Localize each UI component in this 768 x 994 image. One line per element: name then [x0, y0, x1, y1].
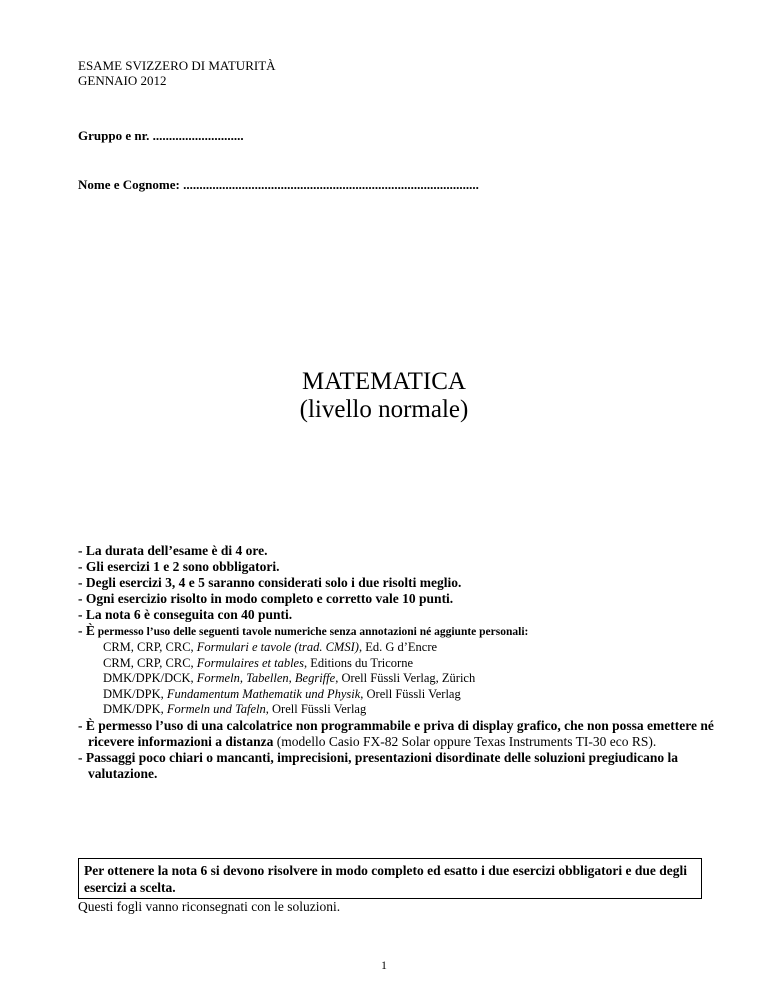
group-dots: ............................: [152, 128, 244, 143]
rule-presentation: - Passaggi poco chiari o mancanti, imprecisioni, presentazioni disordinate delle soluzioni pregiudicano la valutazione.: [78, 749, 679, 781]
table-item: CRM, CRP, CRC, Formulaires et tables, Editions du Tricorne: [103, 655, 414, 670]
exam-header-line2: GENNAIO 2012: [78, 73, 167, 88]
name-field: [78, 177, 479, 193]
subject-title: MATEMATICA: [302, 368, 466, 395]
name-label: Nome e Cognome:: [78, 177, 180, 192]
table-item: DMK/DPK/DCK, Formeln, Tabellen, Begriffe, Orell Füssli Verlag, Zürich: [103, 671, 476, 686]
name-dots: ...........................................................................................: [183, 177, 479, 192]
table-item: CRM, CRP, CRC, Formulari e tavole (trad. CMSI), Ed. G d’Encre: [103, 640, 438, 654]
rule-duration: - La durata dell’esame è di 4 ore.: [78, 543, 268, 558]
table-item: DMK/DPK, Fundamentum Mathematik und Physik, Orell Füssli Verlag: [103, 686, 461, 701]
rule-grade: - La nota 6 è conseguita con 40 punti.: [78, 607, 293, 622]
rule-optional: - Degli esercizi 3, 4 e 5 saranno considerati solo i due risolti meglio.: [78, 575, 462, 590]
rule-calculator-models: (modello Casio FX-82 Solar oppure Texas Instruments TI-30 eco RS).: [273, 733, 657, 749]
group-label: Gruppo e nr.: [78, 128, 150, 143]
rule-calculator-bold: - È permesso l’uso di una calcolatrice non programmabile e priva di display grafico, che non possa emettere né ricevere informazioni a distanza: [78, 717, 714, 749]
grade-note-box: Per ottenere la nota 6 si devono risolvere in modo completo ed esatto i due esercizi obbligatori e due degli esercizi a scelta.: [78, 858, 702, 899]
rule-tables: [78, 623, 718, 640]
rule-calculator: [78, 718, 718, 750]
rule-points: - Ogni esercizio risolto in modo completo e corretto vale 10 punti.: [78, 591, 454, 606]
tables-list: [78, 640, 718, 718]
rule-tables-prefix: - È: [78, 623, 95, 638]
exam-rules: [78, 543, 718, 782]
rule-mandatory: - Gli esercizi 1 e 2 sono obbligatori.: [78, 559, 280, 574]
table-item: DMK/DPK, Formeln und Tafeln, Orell Füssli Verlag: [103, 702, 367, 717]
rule-tables-intro: permesso l’uso delle seguenti tavole numeriche senza annotazioni né aggiunte personali:: [94, 626, 529, 638]
group-field: [78, 128, 244, 144]
subject-level: (livello normale): [299, 396, 469, 423]
exam-header-line1: ESAME SVIZZERO DI MATURITÀ: [78, 58, 276, 73]
page-number: 1: [381, 960, 387, 972]
return-note: Questi fogli vanno riconsegnati con le soluzioni.: [78, 899, 341, 914]
